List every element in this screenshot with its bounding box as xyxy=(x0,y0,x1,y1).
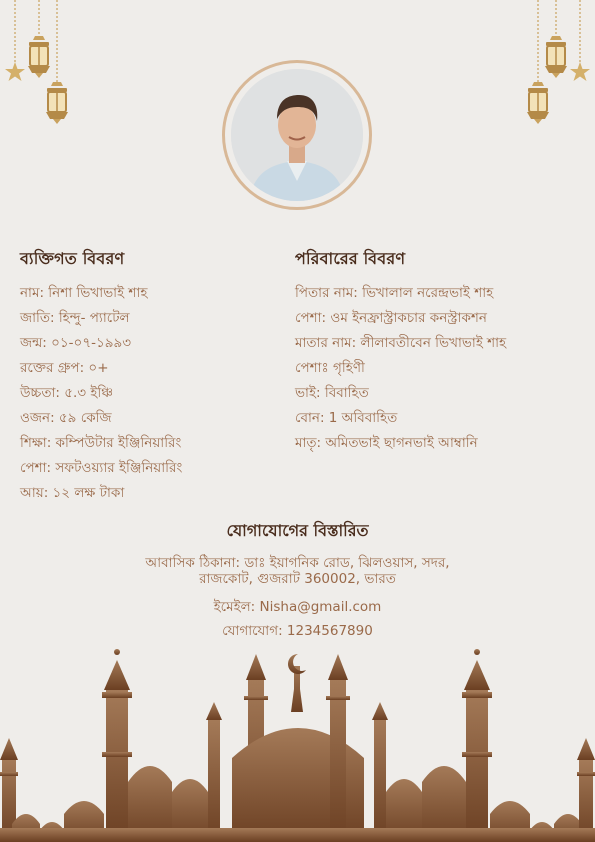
hanging-lantern-icon xyxy=(545,36,567,78)
personal-details-heading: ব্যক্তিগত বিবরণ xyxy=(20,249,125,268)
hanging-lantern-icon xyxy=(527,82,549,124)
contact-details-heading: যোগাযোগের বিস্তারিত xyxy=(226,521,369,540)
personal-detail-education: শিক্ষা: কম্পিউটার ইঞ্জিনিয়ারিং xyxy=(20,435,182,451)
personal-details-section xyxy=(20,246,280,506)
personal-detail-height: উচ্চতা: ৫.৩ ইঞ্চি xyxy=(20,385,114,401)
contact-address-line-1: আবাসিক ঠিকানা: ডাঃ ইয়াগনিক রোড, ঝিলওয়াস, সদর, xyxy=(145,555,450,571)
personal-detail-occupation: পেশা: সফটওয়্যার ইঞ্জিনিয়ারিং xyxy=(20,460,183,476)
family-detail-mother-occupation: পেশাঃ গৃহিণী xyxy=(295,360,365,376)
personal-detail-blood-group: রক্তের গ্রুপ: ০+ xyxy=(20,360,109,376)
personal-detail-weight: ওজন: ৫৯ কেজি xyxy=(20,410,112,426)
personal-detail-income: আয়: ১২ লক্ষ টাকা xyxy=(20,485,125,501)
hanging-lantern-icon xyxy=(28,36,50,78)
family-detail-father-occupation: পেশা: ওম ইনফ্রাস্ট্রাকচার কনস্ট্রাকশন xyxy=(295,310,487,326)
family-detail-sister: বোন: 1 অবিবাহিত xyxy=(295,410,398,426)
contact-email: ইমেইল: Nisha@gmail.com xyxy=(213,599,382,615)
contact-address-line-2: রাজকোট, গুজরাট 360002, ভারত xyxy=(199,571,396,587)
personal-detail-name: নাম: নিশা ভিখাভাই শাহ xyxy=(20,285,148,301)
personal-detail-caste: জাতি: হিন্দু- প্যাটেল xyxy=(20,310,130,326)
family-details-section xyxy=(295,246,585,456)
family-detail-brother: ভাই: বিবাহিত xyxy=(295,385,369,401)
contact-phone: যোগাযোগ: 1234567890 xyxy=(222,623,373,639)
hanging-lanterns-left xyxy=(0,0,80,135)
family-details-heading: পরিবারের বিবরণ xyxy=(295,249,406,268)
profile-photo xyxy=(231,69,363,201)
hanging-lanterns-right xyxy=(515,0,595,135)
hanging-star-icon xyxy=(570,62,590,81)
personal-detail-birthdate: জন্ম: ০১-০৭-১৯৯৩ xyxy=(20,335,132,351)
hanging-star-icon xyxy=(5,62,25,81)
mosque-silhouette xyxy=(0,632,595,842)
contact-details-section xyxy=(0,518,595,643)
family-detail-mother-name: মাতার নাম: লীলাবতীবেন ভিখাভাই শাহ xyxy=(295,335,507,351)
profile-photo-frame xyxy=(222,60,372,210)
family-detail-father-name: পিতার নাম: ভিখালাল নরেন্দ্রভাই শাহ xyxy=(295,285,494,301)
hanging-lantern-icon xyxy=(46,82,68,124)
family-detail-maternal-uncle: মাতৃ: অমিতভাই ছাগনভাই আম্বানি xyxy=(295,435,478,451)
